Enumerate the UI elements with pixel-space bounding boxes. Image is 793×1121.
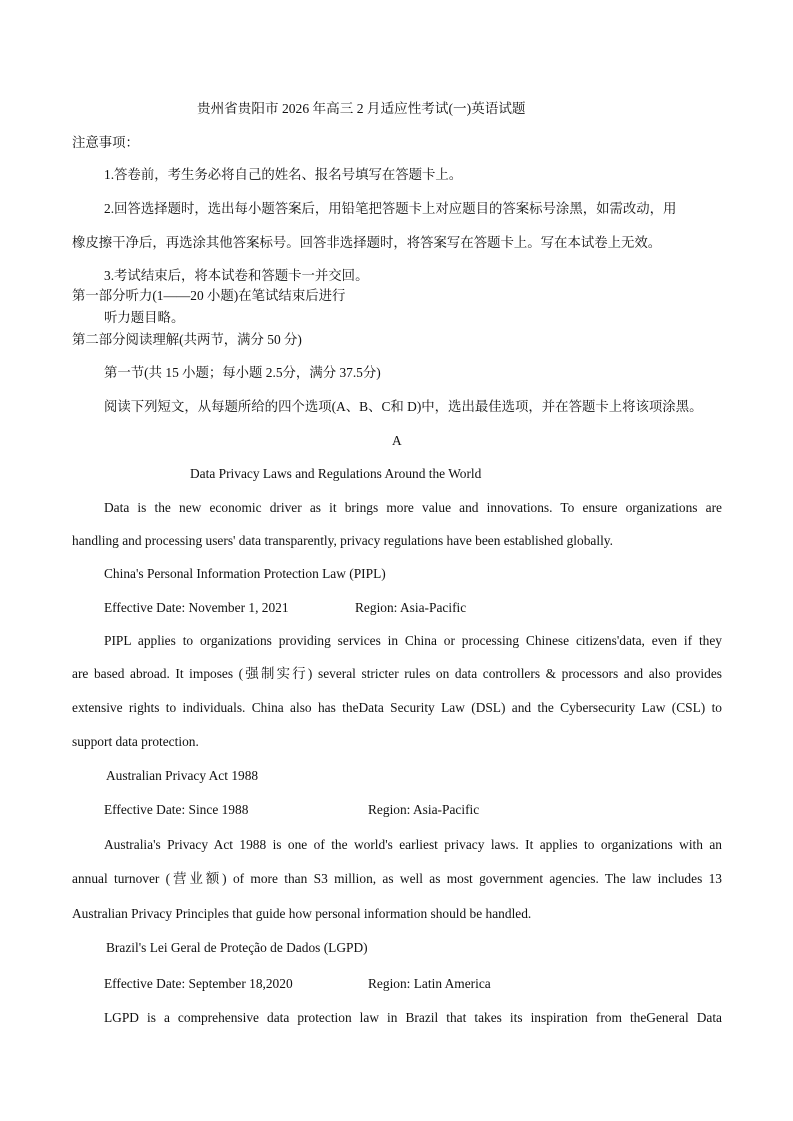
- law-region-australia: Region: Asia-Pacific: [368, 802, 480, 817]
- law-body-pipl-3: extensive rights to individuals. China also has theData Security Law (DSL) and the Cybersecurity Law (CSL) to: [72, 700, 722, 715]
- law-effective-pipl: Effective Date: November 1, 2021: [104, 600, 289, 615]
- notice-line-4: 3.考试结束后，将本试卷和答题卡一并交回。: [104, 268, 369, 283]
- law-body-brazil-1: LGPD is a comprehensive data protection law in Brazil that takes its inspiration from theGeneral Data: [104, 1010, 722, 1025]
- law-name-brazil: Brazil's Lei Geral de Proteção de Dados (LGPD): [106, 940, 368, 955]
- part1-note: 听力题目略。: [104, 310, 185, 325]
- law-effective-brazil: Effective Date: September 18,2020: [104, 976, 293, 991]
- law-body-pipl-4: support data protection.: [72, 734, 199, 749]
- notice-line-2: 2.回答选择题时，选出每小题答案后，用铅笔把答题卡上对应题目的答案标号涂黑，如需改动，用: [104, 201, 677, 216]
- law-region-brazil: Region: Latin America: [368, 976, 491, 991]
- law-body-pipl-2: are based abroad. It imposes (强制实行) several stricter rules on data controllers & processors and also provides: [72, 666, 722, 681]
- law-body-pipl-1: PIPL applies to organizations providing services in China or processing Chinese citizens'data, even if they: [104, 633, 722, 648]
- exam-title: 贵州省贵阳市 2026 年高三 2 月适应性考试(一)英语试题: [197, 101, 526, 116]
- passage-title: Data Privacy Laws and Regulations Around the World: [190, 466, 482, 481]
- passage-label: A: [392, 433, 402, 448]
- part1-heading: 第一部分听力(1——20 小题)在笔试结束后进行: [72, 288, 346, 303]
- section1-heading: 第一节(共 15 小题；每小题 2.5分，满分 37.5分): [104, 365, 381, 380]
- intro-line-2: handling and processing users' data transparently, privacy regulations have been established globally.: [72, 533, 613, 548]
- law-name-pipl: China's Personal Information Protection Law (PIPL): [104, 566, 386, 581]
- notice-line-1: 1.答卷前，考生务必将自己的姓名、报名号填写在答题卡上。: [104, 167, 463, 182]
- reading-instructions: 阅读下列短文，从每题所给的四个选项(A、B、C和 D)中，选出最佳选项，并在答题卡上将该项涂黑。: [104, 399, 703, 414]
- intro-line-1: Data is the new economic driver as it brings more value and innovations. To ensure organizations are: [104, 500, 722, 515]
- notice-heading: 注意事项：: [72, 135, 139, 150]
- law-effective-australia: Effective Date: Since 1988: [104, 802, 249, 817]
- law-body-australia-3: Australian Privacy Principles that guide how personal information should be handled.: [72, 906, 532, 921]
- law-body-australia-2: annual turnover (营业额) of more than S3 million, as well as most government agencies. The law includes 13: [72, 871, 722, 886]
- notice-line-3: 橡皮擦干净后，再选涂其他答案标号。回答非选择题时，将答案写在答题卡上。写在本试卷上无效。: [72, 235, 662, 250]
- law-name-australia: Australian Privacy Act 1988: [106, 768, 259, 783]
- law-body-australia-1: Australia's Privacy Act 1988 is one of the world's earliest privacy laws. It applies to organizations with an: [104, 837, 722, 852]
- part2-heading: 第二部分阅读理解(共两节，满分 50 分): [72, 332, 302, 347]
- law-region-pipl: Region: Asia-Pacific: [355, 600, 467, 615]
